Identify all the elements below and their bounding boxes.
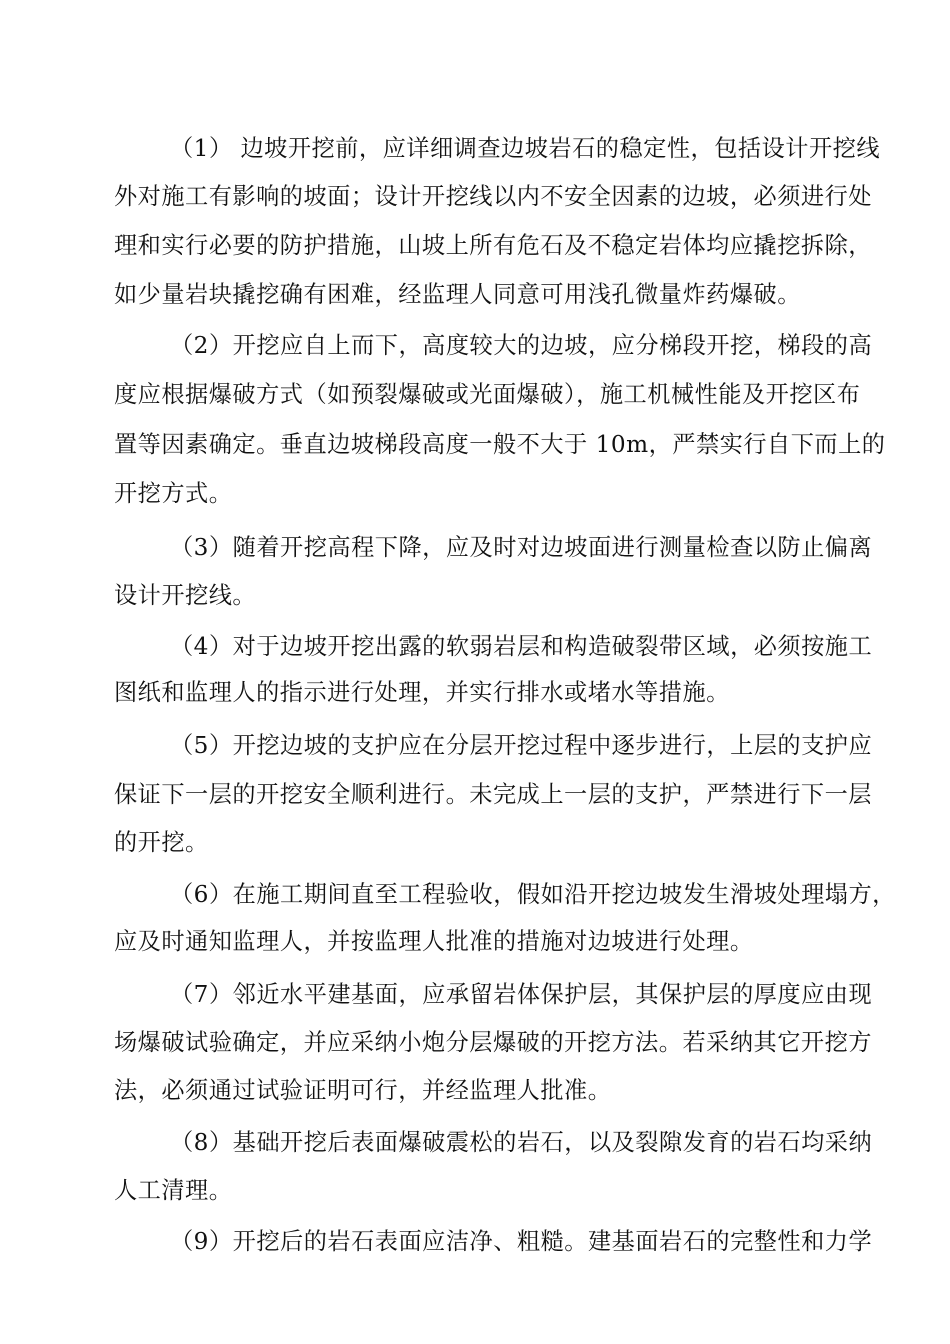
paragraph-8-line-2: 人工清理。 <box>114 1177 233 1204</box>
paragraph-4-line-1: （4）对于边坡开挖出露的软弱岩层和构造破裂带区域，必须按施工 <box>170 633 873 660</box>
paragraph-7-line-1: （7）邻近水平建基面，应承留岩体保护层，其保护层的厚度应由现 <box>170 981 873 1008</box>
paragraph-1-line-3: 理和实行必要的防护措施，山坡上所有危石及不稳定岩体均应撬挖拆除， <box>114 232 872 259</box>
paragraph-2-line-3: 置等因素确定。垂直边坡梯段高度一般不大于 10m，严禁实行自下而上的 <box>114 431 886 458</box>
paragraph-2-line-1: （2）开挖应自上而下，高度较大的边坡，应分梯段开挖，梯段的高 <box>170 332 873 359</box>
paragraph-5-line-2: 保证下一层的开挖安全顺利进行。未完成上一层的支护，严禁进行下一层 <box>114 781 872 808</box>
paragraph-2-line-2: 度应根据爆破方式（如预裂爆破或光面爆破），施工机械性能及开挖区布 <box>114 381 861 408</box>
paragraph-5-line-1: （5）开挖边坡的支护应在分层开挖过程中逐步进行，上层的支护应 <box>170 732 873 759</box>
paragraph-1-line-2: 外对施工有影响的坡面；设计开挖线以内不安全因素的边坡，必须进行处 <box>114 183 872 210</box>
paragraph-8-line-1: （8）基础开挖后表面爆破震松的岩石，以及裂隙发育的岩石均采纳 <box>170 1129 873 1156</box>
paragraph-1-line-1: （1） 边坡开挖前，应详细调查边坡岩石的稳定性，包括设计开挖线 <box>170 135 881 162</box>
paragraph-6-line-2: 应及时通知监理人，并按监理人批准的措施对边坡进行处理。 <box>114 928 754 955</box>
paragraph-3-line-2: 设计开挖线。 <box>114 582 257 609</box>
paragraph-6-line-1: （6）在施工期间直至工程验收，假如沿开挖边坡发生滑坡处理塌方， <box>170 881 896 908</box>
paragraph-3-line-1: （3）随着开挖高程下降，应及时对边坡面进行测量检查以防止偏离 <box>170 534 873 561</box>
paragraph-7-line-3: 法，必须通过试验证明可行，并经监理人批准。 <box>114 1077 612 1104</box>
paragraph-9-line-1: （9）开挖后的岩石表面应洁净、粗糙。建基面岩石的完整性和力学 <box>170 1228 873 1255</box>
paragraph-1-line-4: 如少量岩块撬挖确有困难，经监理人同意可用浅孔微量炸药爆破。 <box>114 281 801 308</box>
paragraph-5-line-3: 的开挖。 <box>114 829 209 856</box>
paragraph-7-line-2: 场爆破试验确定，并应采纳小炮分层爆破的开挖方法。若采纳其它开挖方 <box>114 1029 872 1056</box>
paragraph-4-line-2: 图纸和监理人的指示进行处理，并实行排水或堵水等措施。 <box>114 679 730 706</box>
paragraph-2-line-4: 开挖方式。 <box>114 480 233 507</box>
